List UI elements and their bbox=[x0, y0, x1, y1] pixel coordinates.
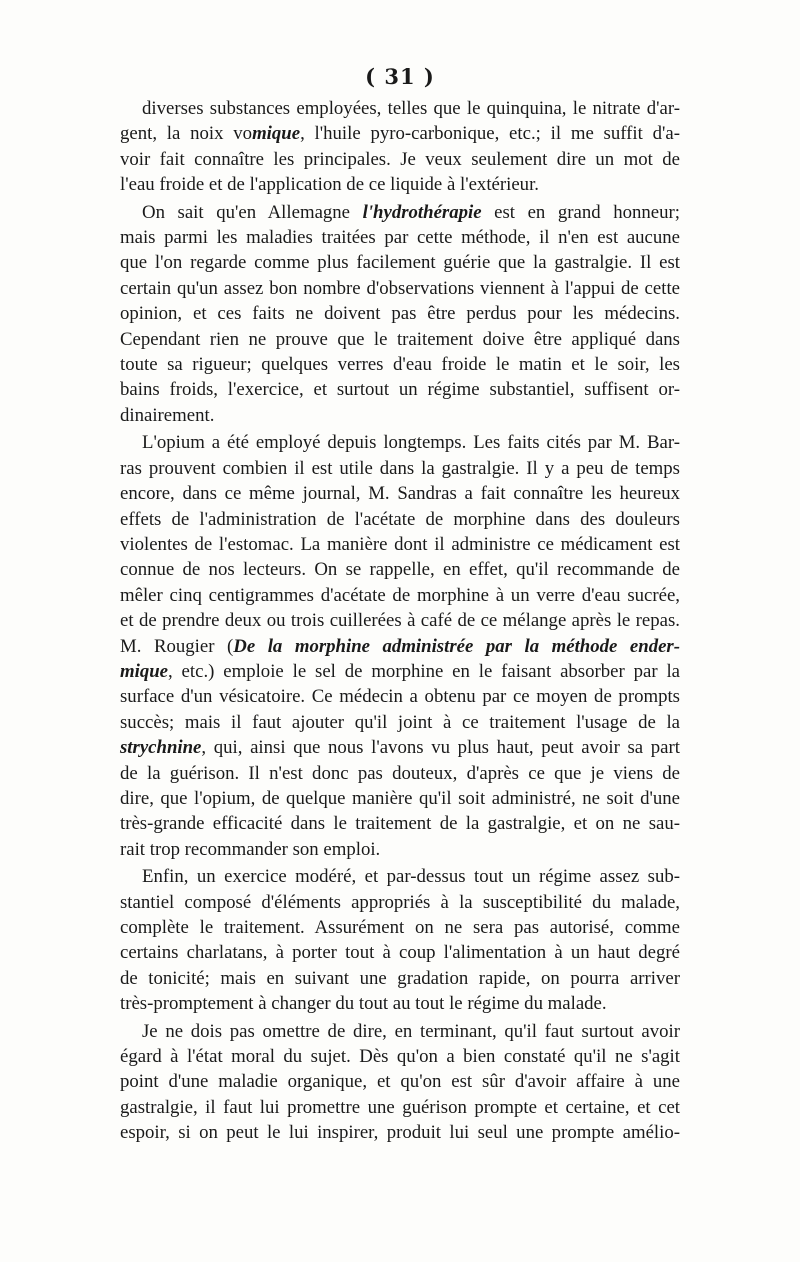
text-line: Je ne dois pas omettre de dire, en terminant, qu'il faut surtout avoir bbox=[142, 1020, 680, 1042]
text-line: très-promptement à changer du tout au tout le régime du malade. bbox=[120, 993, 607, 1015]
text-line: violentes de l'estomac. La manière dont il administre ce médicament est bbox=[120, 533, 680, 555]
text-line: mique, etc.) emploie le sel de morphine en le faisant absorber par la bbox=[120, 660, 680, 682]
page-number: ( 31 ) bbox=[365, 64, 435, 89]
text-line: succès; mais il faut ajouter qu'il joint à ce traitement l'usage de la bbox=[120, 711, 680, 733]
text-line: toute sa rigueur; quelques verres d'eau froide le matin et le soir, les bbox=[120, 354, 680, 376]
text-line: Cependant rien ne prouve que le traitement doive être appliqué dans bbox=[120, 328, 680, 350]
text-line: complète le traitement. Assurément on ne sera pas autorisé, comme bbox=[120, 917, 680, 938]
text-line: strychnine, qui, ainsi que nous l'avons vu plus haut, peut avoir sa part bbox=[120, 737, 680, 759]
text-line: connue de nos lecteurs. On se rappelle, en effet, qu'il recommande de bbox=[120, 559, 680, 581]
text-line: Enfin, un exercice modéré, et par-dessus tout un régime assez sub- bbox=[142, 866, 680, 888]
text-line: l'eau froide et de l'application de ce liquide à l'extérieur. bbox=[120, 174, 539, 196]
text-line: mêler cinq centigrammes d'acétate de morphine à un verre d'eau sucrée, bbox=[120, 584, 680, 606]
paragraph bbox=[120, 430, 680, 862]
text-line: opinion, et ces faits ne doivent pas être perdus pour les médecins. bbox=[120, 303, 680, 325]
text-line: certains charlatans, à porter tout à coup l'alimentation à un haut degré bbox=[120, 942, 680, 964]
text-line: très-grande efficacité dans le traitement de la gastralgie, et on ne sau- bbox=[120, 813, 680, 835]
text-line: On sait qu'en Allemagne l'hydrothérapie est en grand honneur; bbox=[142, 201, 680, 223]
text-line: encore, dans ce même journal, M. Sandras a fait connaître les heureux bbox=[120, 483, 680, 505]
text-line: mais parmi les maladies traitées par cette méthode, il n'en est aucune bbox=[120, 227, 680, 249]
text-line: diverses substances employées, telles que le quinquina, le nitrate d'ar- bbox=[142, 98, 680, 119]
text-line: bains froids, l'exercice, et surtout un régime substantiel, suffisent or- bbox=[120, 379, 680, 401]
text-line: ras prouvent combien il est utile dans la gastralgie. Il y a peu de temps bbox=[120, 457, 680, 479]
text-line: point d'une maladie organique, et qu'on est sûr d'avoir affaire à une bbox=[120, 1071, 680, 1093]
text-line: surface d'un vésicatoire. Ce médecin a obtenu par ce moyen de prompts bbox=[120, 686, 680, 708]
paragraph bbox=[120, 96, 680, 198]
text-line: et de prendre deux ou trois cuillerées à café de ce mélange après le repas. bbox=[120, 610, 680, 632]
body-text bbox=[120, 96, 680, 1146]
text-line: gent, la noix vomique, l'huile pyro-carbonique, etc.; il me suffit d'a- bbox=[120, 123, 680, 145]
text-line: égard à l'état moral du sujet. Dès qu'on a bien constaté qu'il ne s'agit bbox=[120, 1046, 680, 1068]
paragraph bbox=[120, 864, 680, 1016]
text-line: dinairement. bbox=[120, 404, 215, 426]
text-line: L'opium a été employé depuis longtemps. Les faits cités par M. Bar- bbox=[142, 432, 680, 454]
paragraph bbox=[120, 200, 680, 429]
text-line: espoir, si on peut le lui inspirer, produit lui seul une prompte amélio- bbox=[120, 1122, 680, 1144]
text-line: gastralgie, il faut lui promettre une guérison prompte et certaine, et cet bbox=[120, 1096, 680, 1118]
text-line: rait trop recommander son emploi. bbox=[120, 838, 381, 860]
paragraph bbox=[120, 1019, 680, 1146]
text-line: stantiel composé d'éléments appropriés à la susceptibilité du malade, bbox=[120, 891, 680, 913]
text-line: certain qu'un assez bon nombre d'observations viennent à l'appui de cette bbox=[120, 277, 680, 299]
text-line: M. Rougier (De la morphine administrée par la méthode ender- bbox=[120, 635, 680, 657]
text-line: dire, que l'opium, de quelque manière qu'il soit administré, ne soit d'une bbox=[120, 787, 680, 809]
text-line: effets de l'administration de l'acétate de morphine dans des douleurs bbox=[120, 508, 680, 530]
text-line: de tonicité; mais en suivant une gradation rapide, on pourra arriver bbox=[120, 967, 680, 989]
text-line: voir fait connaître les principales. Je veux seulement dire un mot de bbox=[120, 148, 680, 170]
text-line: que l'on regarde comme plus facilement guérie que la gastralgie. Il est bbox=[120, 252, 680, 274]
text-line: de la guérison. Il n'est donc pas douteux, d'après ce que je viens de bbox=[120, 762, 680, 784]
